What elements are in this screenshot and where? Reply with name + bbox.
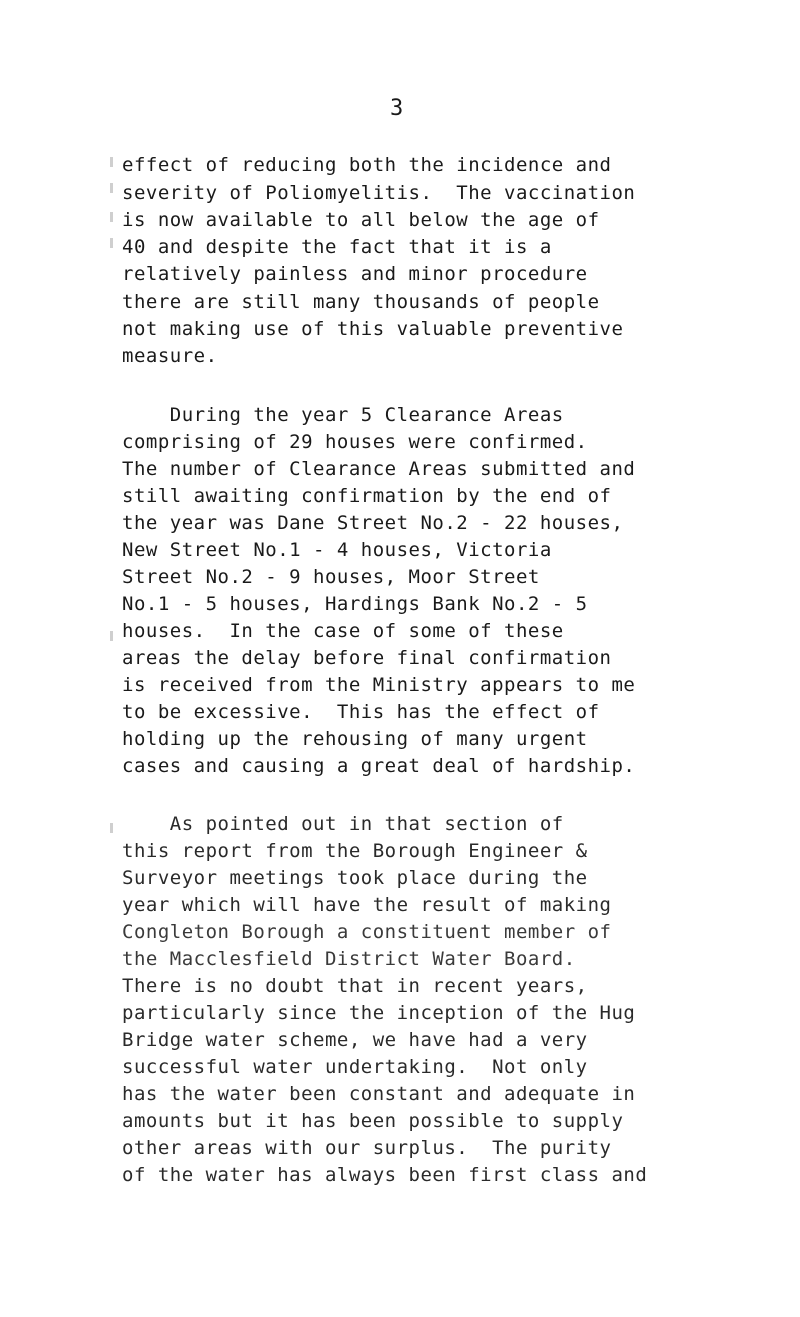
- text-line: particularly since the inception of the Hug: [122, 1002, 636, 1024]
- margin-mark: [110, 631, 113, 641]
- margin-mark: [110, 157, 113, 167]
- margin-mark: [110, 183, 113, 193]
- text-line: New Street No.1 - 4 houses, Victoria: [122, 539, 552, 561]
- text-line: severity of Poliomyelitis. The vaccination: [122, 182, 636, 204]
- text-line: No.1 - 5 houses, Hardings Bank No.2 - 5: [122, 593, 588, 615]
- text-line: holding up the rehousing of many urgent: [122, 728, 588, 750]
- text-line: houses. In the case of some of these: [122, 620, 564, 642]
- text-line: Bridge water scheme, we have had a very: [122, 1029, 588, 1051]
- text-line: year which will have the result of making: [122, 894, 612, 916]
- text-line: there are still many thousands of people: [122, 291, 600, 313]
- text-line: relatively painless and minor procedure: [122, 263, 588, 285]
- margin-mark: [110, 823, 113, 833]
- text-line: successful water undertaking. Not only: [122, 1056, 588, 1078]
- text-line: effect of reducing both the incidence and: [122, 154, 612, 176]
- text-line: measure.: [122, 345, 218, 367]
- text-line: has the water been constant and adequate in: [122, 1083, 636, 1105]
- text-line: still awaiting confirmation by the end of: [122, 485, 612, 507]
- text-line: As pointed out in that section of: [122, 813, 564, 835]
- text-line: Surveyor meetings took place during the: [122, 867, 588, 889]
- text-line: 40 and despite the fact that it is a: [122, 236, 552, 258]
- text-line: the Macclesfield District Water Board.: [122, 948, 576, 970]
- text-line: not making use of this valuable preventive: [122, 318, 624, 340]
- text-line: other areas with our surplus. The purity: [122, 1137, 612, 1159]
- text-line: Congleton Borough a constituent member of: [122, 921, 612, 943]
- text-line: the year was Dane Street No.2 - 22 houses,: [122, 512, 624, 534]
- text-line: amounts but it has been possible to supply: [122, 1110, 624, 1132]
- page-number: 3: [390, 96, 404, 121]
- text-line: cases and causing a great deal of hardship.: [122, 755, 636, 777]
- text-line: of the water has always been first class and: [122, 1164, 648, 1186]
- text-line: comprising of 29 houses were confirmed.: [122, 431, 588, 453]
- text-line: to be excessive. This has the effect of: [122, 701, 600, 723]
- text-line: this report from the Borough Engineer &: [122, 840, 588, 862]
- text-line: areas the delay before final confirmation: [122, 647, 612, 669]
- margin-mark: [110, 212, 113, 222]
- text-line: is received from the Ministry appears to me: [122, 674, 636, 696]
- text-line: During the year 5 Clearance Areas: [122, 404, 564, 426]
- text-line: Street No.2 - 9 houses, Moor Street: [122, 566, 540, 588]
- text-line: There is no doubt that in recent years,: [122, 975, 588, 997]
- margin-mark: [110, 238, 113, 248]
- text-line: The number of Clearance Areas submitted and: [122, 458, 636, 480]
- text-line: is now available to all below the age of: [122, 209, 600, 231]
